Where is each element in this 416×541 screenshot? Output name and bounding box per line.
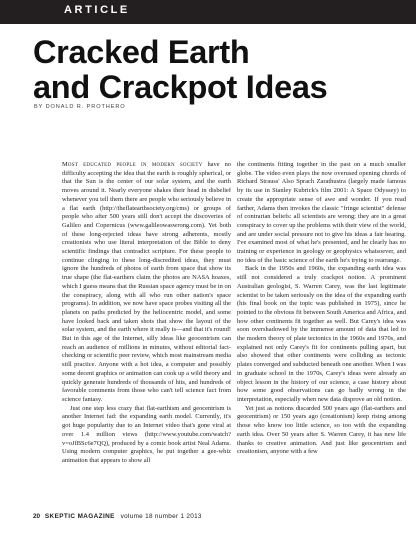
paragraph-3: the continents fitting together in the past on a much smaller globe. The video even plays the now overused opening chords of Richard Strauss' Also Sprach Zarathustra (largely made famous by its use in Stanley Kubrick's film 2001: A Space Odyssey) to create the appropriate sense of awe and wonder. If you read farther, Adams then invokes the classic "fringe scientist" defense of contrarian beliefs: all scientists are wrong; they are in a great conspiracy to cover up the problems with their view of the world, and are under social pressure not to give his ideas a fair hearing. I've examined most of what he's presented, and he clearly has no training or experience in geology or geophysics whatsoever, and no idea of the basic science of the earth he's trying to rearrange.: [237, 161, 406, 264]
byline: BY DONALD R. PROTHERO: [34, 104, 126, 110]
page-footer: [33, 513, 202, 520]
lead-in: Most educated people in modern society: [62, 161, 203, 168]
body-column-left: [62, 161, 231, 509]
section-tag: ARTICLE: [64, 4, 130, 16]
paragraph-1: [62, 161, 231, 405]
title-line-1: Cracked Earth: [33, 34, 250, 70]
paragraph-4: Back in the 1950s and 1960s, the expanding earth idea was still not considered a truly crackpot notion. A prominent Australian geologist, S. Warren Carey, was the last legitimate scientist to be taken seriously on the idea of the expanding earth (his final book on the topic was published in 1975), since he pointed to the obvious fit between South America and Africa, and how other continents fit together as well. But Carey's idea was soon overshadowed by the immense amount of data that led to the modern theory of plate tectonics in the 1960s and 1970s, and explained not only Carey's fit for continents pulling apart, but also showed that other continents were colliding as tectonic plates converged and subducted beneath one another. When I was in graduate school in the 1970s, Carey's ideas were already an object lesson in the history of our science, a case history about how some good observations can go badly wrong in the interpretation, especially when new data disprove an old notion.: [237, 265, 406, 403]
magazine-name: SKEPTIC MAGAZINE: [44, 513, 115, 520]
article-banner: [0, 0, 416, 24]
volume-issue: volume 18 number 1 2013: [120, 513, 202, 520]
paragraph-1-text: have no difficulty accepting the idea that the earth is roughly spherical, or that the Sun is the center of our solar system, and the earth moves around it. Nearly everyone shakes their head in disbelief whenever you tell them there are people who seriously believe in a flat earth (http://theflatearthsociety.org/cms) or groups of people who after 500 years still don't accept the discoveries of Galileo and Copernicus (www.galileowaswrong.com). Yet both of these long-rejected ideas have strong adherents, mostly creationists who use literal interpretation of the Bible to deny scientific findings that contradict scripture. For these people to continue clinging to these long-discredited ideas, they must ignore the hundreds of photos of earth from space that show its true shape (the flat-earthers claim the photos are NASA hoaxes, which I guess means that the Russian space agency must be in on the conspiracy, along with all who run other nation's space programs). In addition, we now have space probes visiting all the planets on paths predicted by the heliocentric model, and some have looked back and taken shots that show the layout of the solar system, and the earth where it really is—and that it's round! But in this age of the Internet, silly ideas like geocentrism can reach an audience of millions in minutes, without editorial fact-checking or scientific peer review, which most mainstream media still practice. Anyone with a hot idea, a computer and possibly some decent graphics or animation can cook up a wild theory and quickly generate hundreds of thousands of hits, and hundreds of favorable comments from those who can't tell science fact from science fantasy.: [62, 161, 231, 403]
paragraph-5: Yet just as notions discarded 500 years ago (flat-earthers and geocentrism) or 150 years ago (creationism) keep rising among those who know too little science, so too with the expanding earth idea. Over 50 years after S. Warren Carey, it has new life thanks to creative animation. And just like geocentrism and creationism, anyone with a few: [237, 404, 406, 456]
page-number: 20: [33, 513, 41, 520]
article-title: [33, 35, 327, 105]
paragraph-2: Just one step less crazy that flat-earthism and geocentrism is another Internet fad: the expanding earth model. Currently, it's got huge popularity due to an Internet video that's gone viral at over 1.4 million views (http://www.youtube.com/watch?v=oJfBSc6e7QQ), produced by a comic book artist Neal Adams. Using modern computer graphics, he put together a gee-whiz animation that appears to show all: [62, 404, 231, 464]
body-column-right: [237, 161, 406, 509]
title-line-2: and Crackpot Ideas: [33, 69, 328, 105]
